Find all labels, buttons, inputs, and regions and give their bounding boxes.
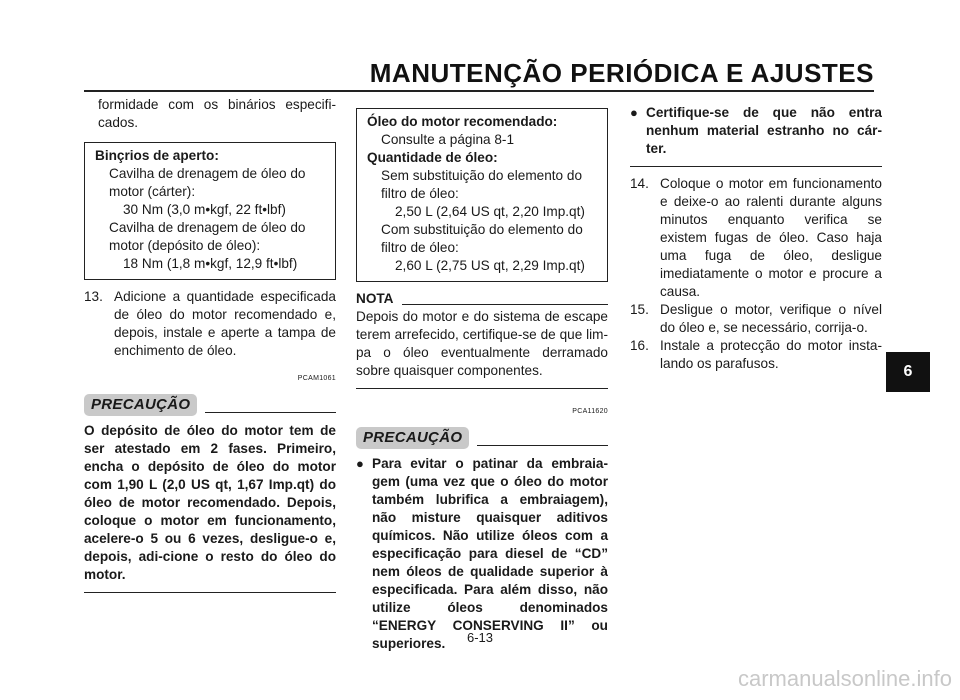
caution-bullet: [630, 104, 882, 158]
step-16: [630, 337, 882, 373]
note-end-rule: [356, 388, 608, 389]
torque-value: 30 Nm (3,0 m•kgf, 22 ft•lbf): [123, 202, 286, 217]
header-divider: [84, 90, 874, 92]
note-text: Depois do motor e do sistema de escape terem arrefecido, certifique-se de que lim-pa o óleo eventualmente derramado sobre quaisquer componentes.: [356, 309, 608, 378]
step-number: 15.: [630, 302, 649, 317]
oil-value: 2,60 L (2,75 US qt, 2,29 Imp.qt): [395, 258, 585, 273]
oil-line: Consulte a página 8-1: [381, 132, 515, 147]
page-number: 6-13: [466, 630, 494, 645]
bullet-icon: ●: [356, 456, 364, 471]
oil-label: Óleo do motor recomendado:: [367, 114, 558, 129]
note-rule: [402, 304, 608, 305]
step-text: Adicione a quantidade especificada de óleo do motor recomendado e, depois, instale e aperte a tampa de enchimento de óleo.: [114, 289, 336, 358]
step-13: [84, 288, 336, 360]
caution-badge: PRECAUÇÃO: [356, 427, 469, 449]
step-number: 16.: [630, 338, 649, 353]
oil-line: filtro de óleo:: [381, 240, 459, 255]
caution-end-rule: [630, 166, 882, 167]
oil-value: 2,50 L (2,64 US qt, 2,20 Imp.qt): [395, 204, 585, 219]
bullet-text: Certifique-se de que não entra nenhum material estranho no cár-ter.: [646, 105, 882, 156]
torque-spec-box: [84, 142, 336, 280]
note-header: [356, 290, 608, 308]
caution-header: [84, 394, 336, 416]
step-text: Desligue o motor, verifique o nível do óleo e, se necessário, corrija-o.: [660, 302, 882, 335]
caution-header: [356, 427, 608, 449]
note-label: NOTA: [356, 291, 394, 306]
torque-line: motor (cárter):: [109, 184, 196, 199]
bullet-text: Para evitar o patinar da embraia-gem (uma vez que o óleo do motor também lubrifica a embraiagem), não misture quaisquer aditivos químicos. Não utilize óleos com a especificação para diesel de “CD” nem óleos de qualidade superior à especificada. Para além disso, não utilize óleos denominados “ENERGY CONSERVING II” ou superiores.: [372, 456, 608, 651]
torque-line: Cavilha de drenagem de óleo do: [109, 220, 306, 235]
oil-spec-box: [356, 108, 608, 282]
step-15: [630, 301, 882, 337]
reference-code: PCA11620: [572, 408, 608, 415]
step-14: [630, 175, 882, 301]
page-header-title: MANUTENÇÃO PERIÓDICA E AJUSTES: [369, 58, 874, 88]
caution-rule: [477, 445, 608, 446]
caution-rule: [205, 412, 336, 413]
torque-value: 18 Nm (1,8 m•kgf, 12,9 ft•lbf): [123, 256, 298, 271]
bullet-icon: ●: [630, 105, 638, 120]
step-text: Coloque o motor em funcionamento e deixe-o ao ralenti durante alguns minutos enquanto verifica se existem fugas de óleo. Caso haja uma fuga de óleo, desligue imediatamente o motor e procure a causa.: [660, 176, 882, 299]
reference-code: PCAM1061: [297, 375, 336, 382]
chapter-tab: 6: [886, 352, 930, 392]
torque-line: Cavilha de drenagem de óleo do: [109, 166, 306, 181]
oil-line: Com substituição do elemento do: [381, 222, 583, 237]
caution-text: O depósito de óleo do motor tem de ser atestado em 2 fases. Primeiro, encha o depósito de óleo do motor com 1,90 L (2,0 US qt, 1,67 Imp.qt) do óleo de motor recomendado. Depois, coloque o motor em funcionamento, acelere-o 5 ou 6 vezes, desligue-o e, depois, adi-cione o resto do óleo do motor.: [84, 423, 336, 582]
caution-badge: PRECAUÇÃO: [84, 394, 197, 416]
oil-line: filtro de óleo:: [381, 186, 459, 201]
step-number: 13.: [84, 289, 103, 304]
caution-end-rule: [84, 592, 336, 593]
torque-label: Binçrios de aperto:: [95, 148, 219, 163]
watermark: carmanualsonline.info: [737, 666, 952, 691]
column-3: [630, 96, 882, 373]
oil-label: Quantidade de óleo:: [367, 150, 498, 165]
oil-line: Sem substituição do elemento do: [381, 168, 583, 183]
caution-bullet: [356, 455, 608, 653]
column-2: [356, 96, 608, 653]
torque-line: motor (depósito de óleo):: [109, 238, 261, 253]
step-text: Instale a protecção do motor insta-lando os parafusos.: [660, 338, 882, 371]
step-number: 14.: [630, 176, 649, 191]
continuation-text: formidade com os binários especifi-cados.: [98, 97, 336, 130]
column-1: [84, 96, 336, 593]
